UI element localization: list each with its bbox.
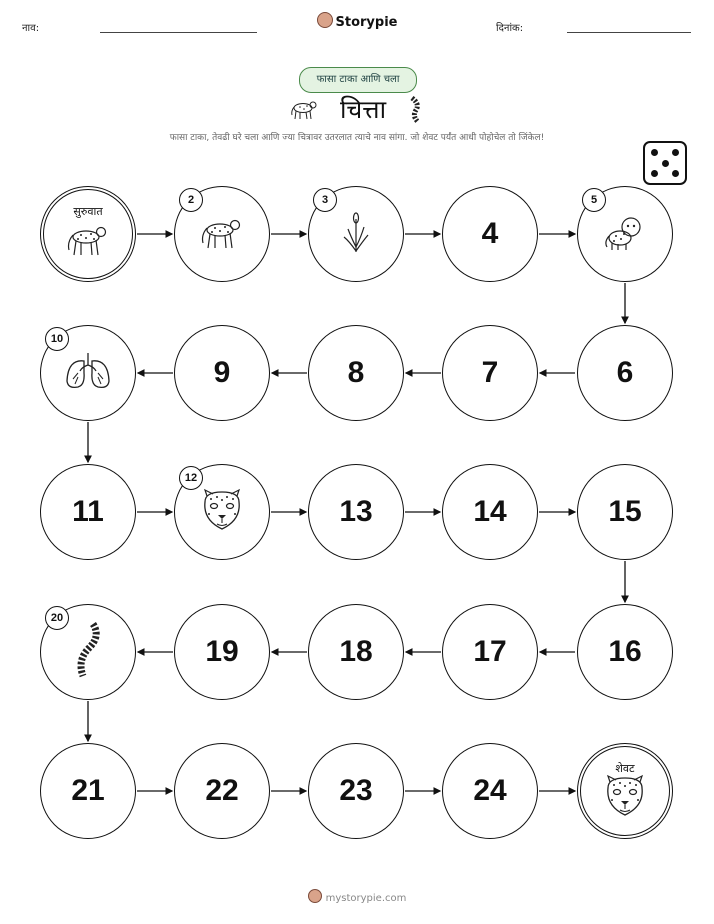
brand-name: Storypie — [335, 15, 398, 30]
board-space-9 — [174, 325, 270, 421]
space-number: 17 — [473, 635, 507, 668]
board-space-11 — [40, 464, 136, 560]
space-number: 19 — [205, 635, 239, 668]
board-space-7 — [442, 325, 538, 421]
board-space-16 — [577, 604, 673, 700]
space-number: 11 — [72, 495, 104, 528]
footer-site: mystorypie.com — [325, 893, 407, 904]
board-space-20 — [40, 604, 136, 700]
board-space-21 — [40, 743, 136, 839]
spine-icon — [71, 622, 105, 682]
space-number: 18 — [339, 635, 373, 668]
board-space-14 — [442, 464, 538, 560]
board-space-18 — [308, 604, 404, 700]
cheetah-cub-icon — [604, 212, 646, 256]
space-number: 8 — [347, 356, 365, 389]
space-number: 24 — [473, 774, 507, 807]
space-number: 21 — [71, 774, 105, 807]
space-number-badge: 5 — [582, 188, 606, 212]
space-number: 7 — [481, 356, 499, 389]
board-space-13 — [308, 464, 404, 560]
grass-icon — [341, 211, 371, 257]
finish-label: शेवट — [615, 762, 635, 775]
space-number-badge: 2 — [179, 188, 203, 212]
date-label: दिनांक: — [496, 23, 524, 34]
space-number: 4 — [481, 217, 499, 250]
board-space-5 — [577, 186, 673, 282]
bear-logo-icon — [308, 889, 322, 903]
board-space-23 — [308, 743, 404, 839]
board-space-10 — [40, 325, 136, 421]
cheetah-face-icon — [602, 774, 648, 822]
space-number: 15 — [608, 495, 642, 528]
name-label: नाव: — [22, 23, 40, 34]
space-number: 9 — [213, 356, 231, 389]
cheetah-face-icon — [199, 488, 245, 536]
space-number-badge: 12 — [179, 466, 203, 490]
space-number: 16 — [608, 635, 642, 668]
game-tag: फासा टाका आणि चला — [299, 67, 417, 93]
space-number: 13 — [339, 495, 373, 528]
space-number-badge: 3 — [313, 188, 337, 212]
space-number-badge: 20 — [45, 606, 69, 630]
space-number: 14 — [473, 495, 507, 528]
footer — [0, 889, 714, 904]
cheetah-icon — [200, 213, 244, 255]
board-space-1 — [40, 186, 136, 282]
board-space-4 — [442, 186, 538, 282]
board-space-12 — [174, 464, 270, 560]
instructions: फासा टाका, तेवढी घरे चला आणि ज्या चित्रावर उतरलात त्याचे नाव सांगा. जो शेवट पर्यंत आधी पोहोचेल तो जिंकेल! — [169, 133, 545, 143]
board-space-22 — [174, 743, 270, 839]
board-space-17 — [442, 604, 538, 700]
board-space-8 — [308, 325, 404, 421]
board-space-6 — [577, 325, 673, 421]
board-space-24 — [442, 743, 538, 839]
space-number: 23 — [339, 774, 373, 807]
board-space-19 — [174, 604, 270, 700]
lungs-icon — [64, 351, 112, 395]
space-number: 6 — [616, 356, 634, 389]
space-number-badge: 10 — [45, 327, 69, 351]
cheetah-icon — [66, 220, 110, 262]
space-number: 22 — [205, 774, 239, 807]
board-space-25 — [577, 743, 673, 839]
board-space-15 — [577, 464, 673, 560]
start-label: सुरुवात — [73, 205, 103, 218]
board-space-3 — [308, 186, 404, 282]
board-space-2 — [174, 186, 270, 282]
title-text: चित्ता — [339, 95, 387, 124]
